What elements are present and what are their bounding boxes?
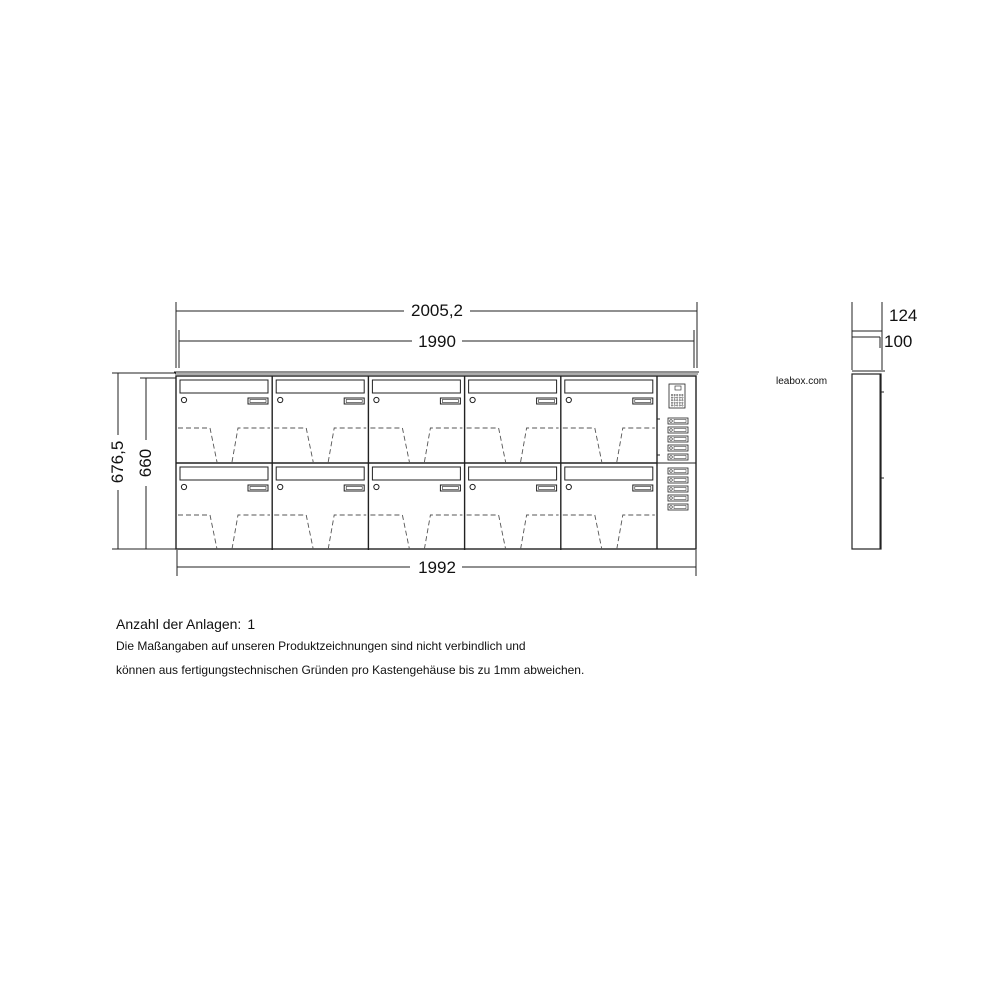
door-swing-line: [617, 428, 655, 462]
mailbox-compartment: [368, 463, 462, 550]
disclaimer-line-2: können aus fertigungstechnischen Gründen pro Kastengehäuse bis zu 1mm abweichen.: [116, 663, 585, 677]
dim-overall-height: 676,5: [108, 440, 127, 484]
mailbox-compartment: [178, 467, 270, 549]
mail-slot: [180, 467, 268, 480]
door-swing-line: [521, 428, 559, 462]
mail-slot: [180, 380, 268, 393]
speaker-grille-icon: [669, 384, 685, 408]
lock-icon: [470, 484, 475, 489]
mailbox-compartment: [368, 376, 462, 463]
dim-depth-overall: 124: [889, 306, 918, 325]
mailbox-compartment: [561, 376, 655, 463]
bell-button: [668, 477, 688, 483]
mail-slot: [372, 380, 460, 393]
bell-button: [668, 504, 688, 510]
mail-slot: [372, 467, 460, 480]
name-tag: [537, 398, 557, 404]
lock-icon: [278, 484, 283, 489]
count-label: Anzahl der Anlagen:: [116, 616, 242, 632]
dim-depth-body: 100: [884, 332, 913, 351]
name-tag: [633, 398, 653, 404]
lock-icon: [470, 397, 475, 402]
mailbox-compartment: [272, 376, 366, 463]
door-swing-line: [232, 428, 270, 462]
dim-bottom-width: 1992: [418, 558, 456, 577]
bell-button: [668, 427, 688, 433]
door-swing-line: [370, 428, 409, 462]
door-swing-line: [617, 515, 655, 549]
mail-slot: [565, 380, 653, 393]
camera-icon: [675, 386, 681, 390]
lock-icon: [374, 484, 379, 489]
door-swing-line: [274, 428, 313, 462]
name-tag: [344, 398, 364, 404]
bell-button: [668, 445, 688, 451]
mail-slot: [565, 467, 653, 480]
mailbox-compartment: [178, 380, 270, 462]
mailbox-compartment: [465, 376, 559, 463]
count-line: [116, 614, 816, 634]
name-tag: [248, 398, 268, 404]
bell-button: [668, 436, 688, 442]
dim-overall-width: 2005,2: [411, 301, 463, 320]
door-swing-line: [328, 428, 366, 462]
mailbox-front-view: [174, 372, 699, 550]
mail-slot: [469, 467, 557, 480]
bell-button: [668, 468, 688, 474]
door-swing-line: [328, 515, 366, 549]
mailbox-compartment: [465, 463, 559, 550]
name-tag: [633, 485, 653, 491]
lock-icon: [374, 397, 379, 402]
door-swing-line: [178, 515, 217, 549]
door-swing-line: [467, 428, 506, 462]
disclaimer-line-1: Die Maßangaben auf unseren Produktzeichnungen sind nicht verbindlich und: [116, 639, 526, 653]
bell-button: [668, 454, 688, 460]
count-value: 1: [247, 616, 256, 632]
name-tag: [537, 485, 557, 491]
name-tag: [440, 485, 460, 491]
door-swing-line: [232, 515, 270, 549]
lock-icon: [181, 397, 186, 402]
name-tag: [344, 485, 364, 491]
mailbox-side-view: [852, 302, 885, 549]
door-swing-line: [424, 428, 462, 462]
lock-icon: [566, 484, 571, 489]
mailbox-compartment: [272, 463, 366, 550]
mail-slot: [276, 380, 364, 393]
intercom-panel: [657, 384, 688, 510]
name-tag: [440, 398, 460, 404]
door-swing-line: [178, 428, 217, 462]
mailbox-compartment: [561, 463, 655, 550]
door-swing-line: [274, 515, 313, 549]
door-swing-line: [424, 515, 462, 549]
dim-body-height: 660: [136, 448, 155, 478]
brand-site: leabox.com: [776, 376, 828, 387]
door-swing-line: [521, 515, 559, 549]
mail-slot: [469, 380, 557, 393]
door-swing-line: [563, 428, 602, 462]
bell-button: [668, 418, 688, 424]
mail-slot: [276, 467, 364, 480]
lock-icon: [181, 484, 186, 489]
bell-button: [668, 486, 688, 492]
dim-body-width: 1990: [418, 332, 456, 351]
notes: [116, 614, 816, 682]
lock-icon: [566, 397, 571, 402]
door-swing-line: [467, 515, 506, 549]
name-tag: [248, 485, 268, 491]
bell-button: [668, 495, 688, 501]
door-swing-line: [370, 515, 409, 549]
door-swing-line: [563, 515, 602, 549]
lock-icon: [278, 397, 283, 402]
